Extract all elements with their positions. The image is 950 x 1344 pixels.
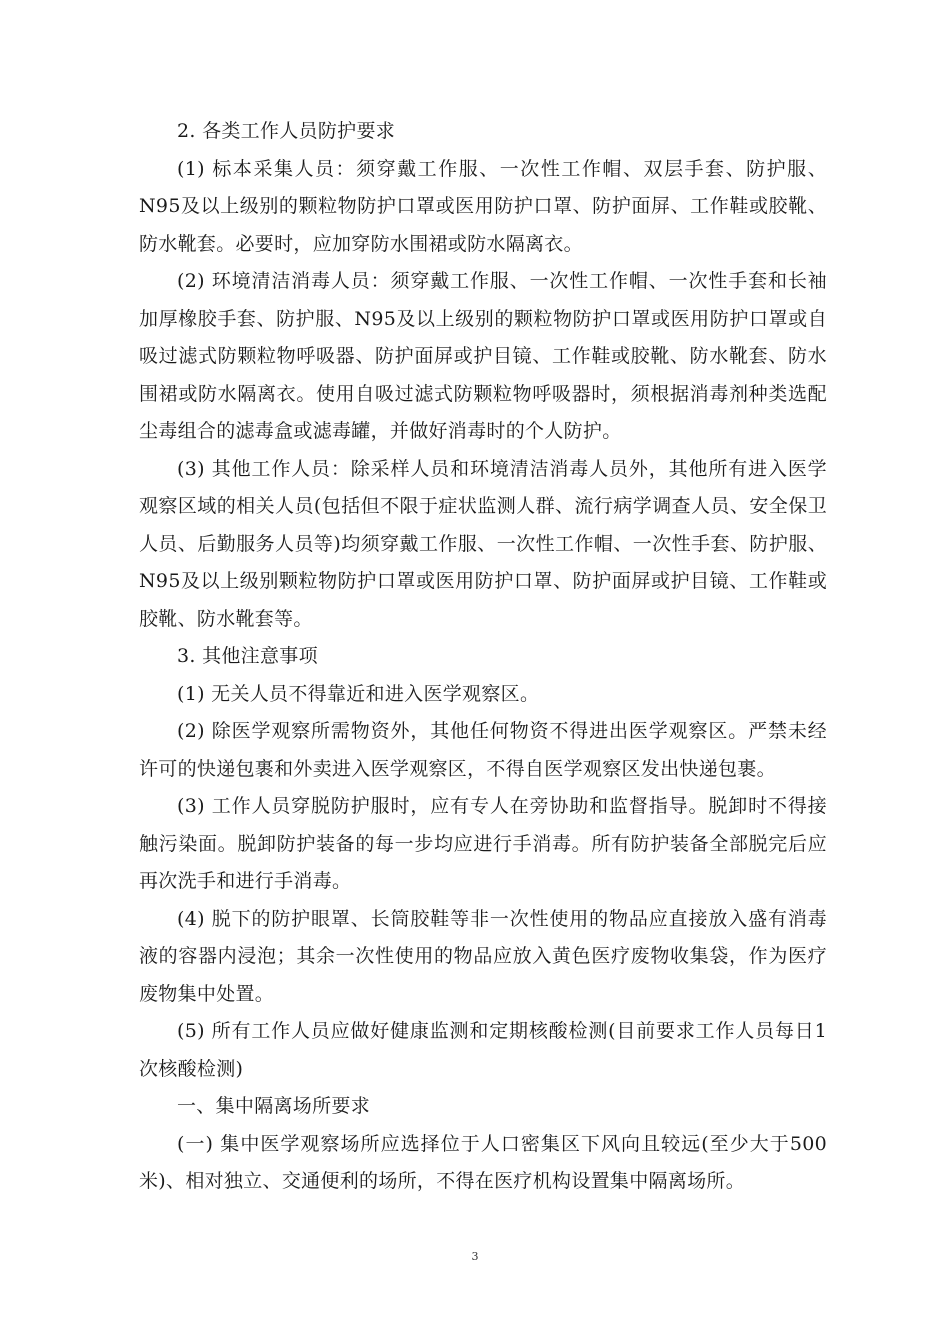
paragraph-other-staff: (3) 其他工作人员：除采样人员和环境清洁消毒人员外，其他所有进入医学观察区域的相关人员(包括但不限于症状监测人群、流行病学调查人员、安全保卫人员、后勤服务人员等)均须穿戴工作服、一次性工作帽、一次性手套、防护服、N95及以上级别颗粒物防护口罩或医用防护口罩、防护面屏或护目镜、工作鞋或胶靴、防水靴套等。 bbox=[139, 457, 827, 630]
section-heading-other-notes: 3. 其他注意事项 bbox=[177, 645, 318, 667]
page-number: 3 bbox=[471, 1250, 479, 1263]
paragraph-note-3: (3) 工作人员穿脱防护服时，应有专人在旁协助和监督指导。脱卸时不得接触污染面。脱卸防护装备的每一步均应进行手消毒。所有防护装备全部脱完后应再次洗手和进行手消毒。 bbox=[139, 795, 827, 892]
section-heading-staff-protection: 2. 各类工作人员防护要求 bbox=[177, 120, 396, 142]
paragraph-note-5: (5) 所有工作人员应做好健康监测和定期核酸检测(目前要求工作人员每日1次核酸检测) bbox=[139, 1020, 827, 1080]
section-heading-quarantine-site: 一、集中隔离场所要求 bbox=[177, 1095, 371, 1117]
paragraph-note-1: (1) 无关人员不得靠近和进入医学观察区。 bbox=[177, 682, 540, 705]
paragraph-site-selection: (一) 集中医学观察场所应选择位于人口密集区下风向且较远(至少大于500米)、相对独立、交通便利的场所，不得在医疗机构设置集中隔离场所。 bbox=[139, 1132, 827, 1192]
paragraph-note-2: (2) 除医学观察所需物资外，其他任何物资不得进出医学观察区。严禁未经许可的快递包裹和外卖进入医学观察区，不得自医学观察区发出快递包裹。 bbox=[139, 720, 827, 780]
document-body bbox=[139, 113, 827, 1201]
paragraph-sample-collectors: (1) 标本采集人员：须穿戴工作服、一次性工作帽、双层手套、防护服、N95及以上级别的颗粒物防护口罩或医用防护口罩、防护面屏、工作鞋或胶靴、防水靴套。必要时，应加穿防水围裙或防水隔离衣。 bbox=[139, 157, 827, 255]
paragraph-cleaning-staff: (2) 环境清洁消毒人员：须穿戴工作服、一次性工作帽、一次性手套和长袖加厚橡胶手套、防护服、N95及以上级别的颗粒物防护口罩或医用防护口罩或自吸过滤式防颗粒物呼吸器、防护面屏或护目镜、工作鞋或胶靴、防水靴套、防水围裙或防水隔离衣。使用自吸过滤式防颗粒物呼吸器时，须根据消毒剂种类选配尘毒组合的滤毒盒或滤毒罐，并做好消毒时的个人防护。 bbox=[139, 270, 827, 442]
paragraph-note-4: (4) 脱下的防护眼罩、长筒胶鞋等非一次性使用的物品应直接放入盛有消毒液的容器内浸泡；其余一次性使用的物品应放入黄色医疗废物收集袋，作为医疗废物集中处置。 bbox=[139, 907, 827, 1005]
